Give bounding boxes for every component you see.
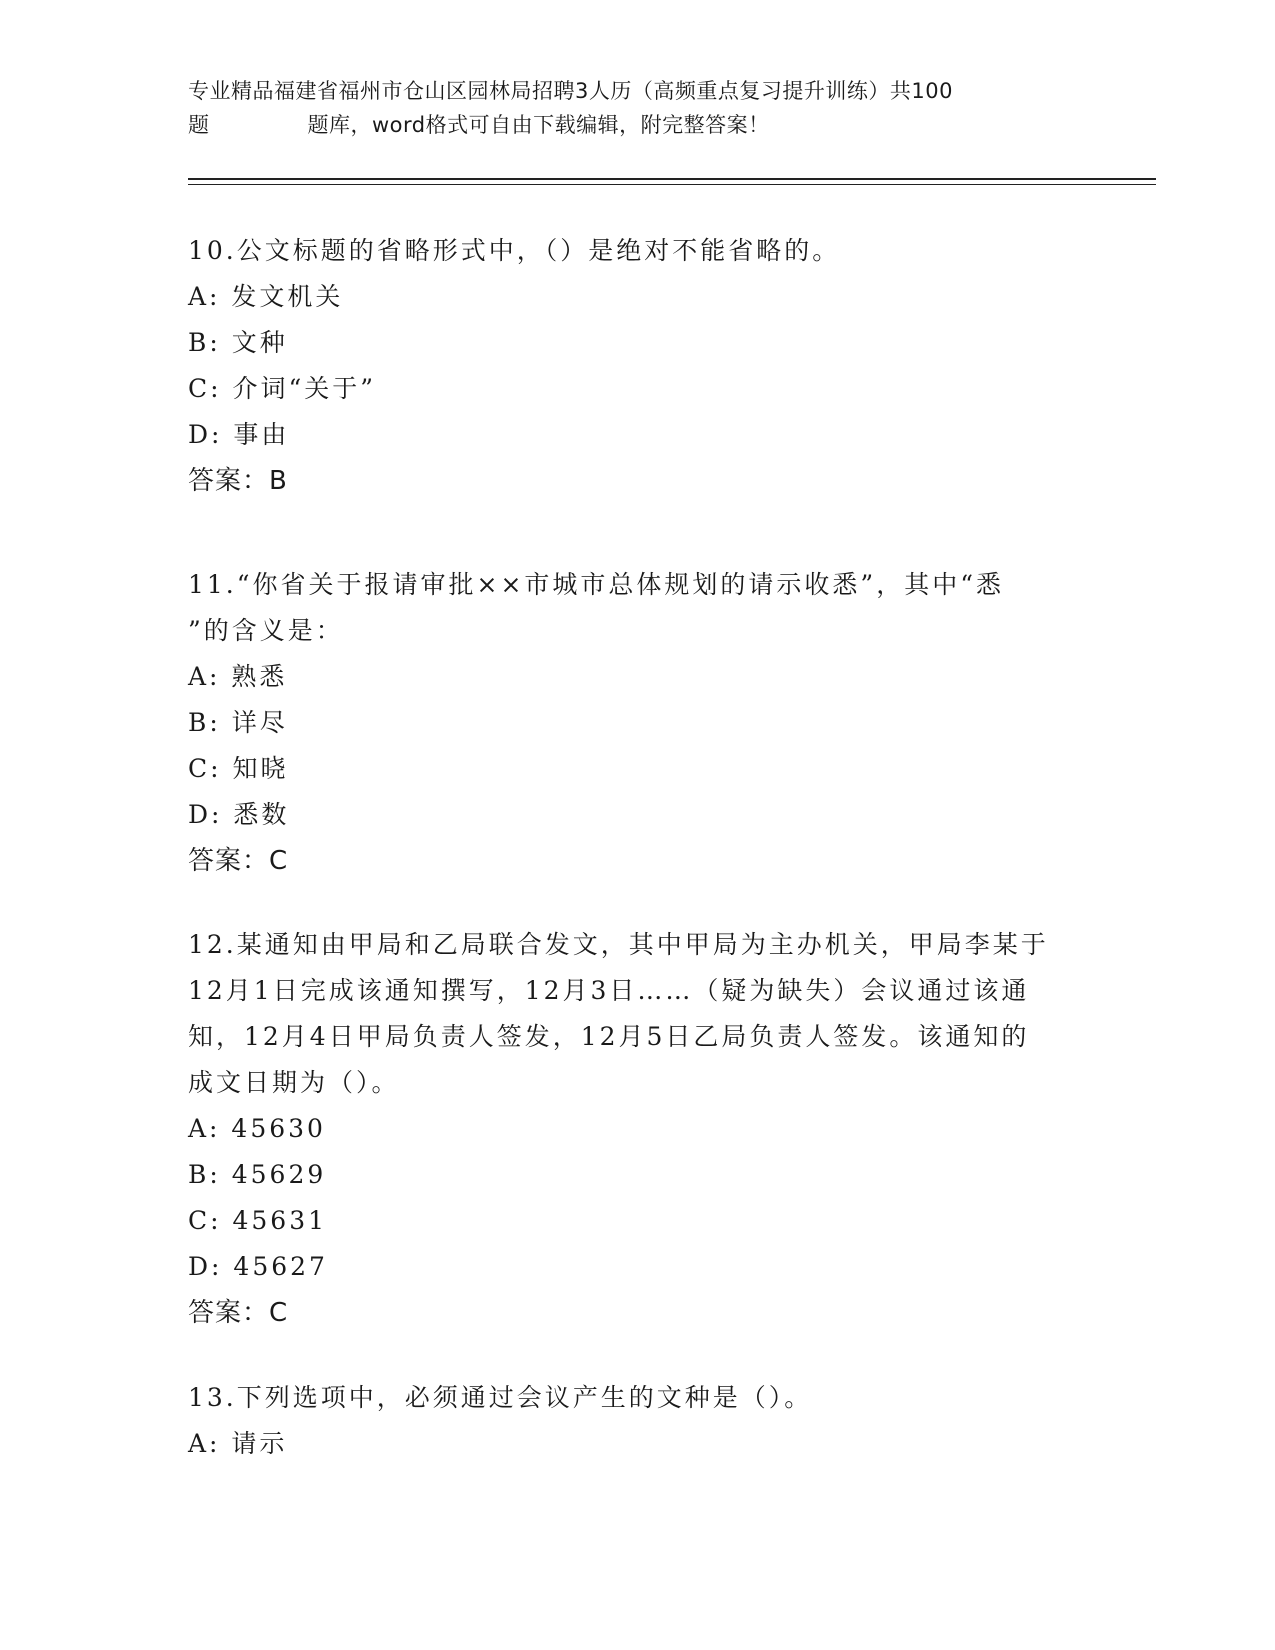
option-a: A: 请示: [188, 1429, 288, 1458]
question-stem-cont: 知，12月4日甲局负责人签发，12月5日乙局负责人签发。该通知的: [188, 1022, 1030, 1051]
question-stem-cont: ”的含义是：: [188, 616, 344, 645]
option-b: B: 详尽: [188, 708, 288, 737]
question-stem: 12.某通知由甲局和乙局联合发文，其中甲局为主办机关，甲局李某于: [188, 930, 1049, 959]
question-stem-cont: 成文日期为（）。: [188, 1068, 400, 1097]
answer: 答案：C: [188, 1298, 289, 1328]
option-a: A: 45630: [188, 1114, 326, 1143]
option-c: C: 知晓: [188, 754, 289, 783]
option-b: B: 45629: [188, 1160, 327, 1189]
header-title-line2: [188, 108, 1088, 142]
header-divider: [188, 178, 1156, 180]
question-13: [188, 1375, 1088, 1467]
question-11: [188, 562, 1088, 884]
option-c: C: 45631: [188, 1206, 328, 1235]
option-c: C: 介词“关于”: [188, 374, 377, 403]
option-a: A: 熟悉: [188, 662, 288, 691]
header-line2-rest: 题库，word格式可自由下载编辑，附完整答案！: [307, 113, 770, 137]
header-title-line1: 专业精品福建省福州市仓山区园林局招聘3人历（高频重点复习提升训练）共100: [188, 79, 953, 103]
question-stem-cont: 12月1日完成该通知撰写，12月3日……（疑为缺失）会议通过该通: [188, 976, 1030, 1005]
answer: 答案：B: [188, 466, 288, 496]
option-d: D: 悉数: [188, 800, 290, 829]
question-stem: 10.公文标题的省略形式中，（）是绝对不能省略的。: [188, 236, 841, 265]
answer: 答案：C: [188, 846, 289, 876]
question-stem: 11.“你省关于报请审批××市城市总体规划的请示收悉”，其中“悉: [188, 570, 1004, 599]
question-10: [188, 228, 1088, 504]
header-line2-start: 题: [188, 113, 210, 137]
question-stem: 13.下列选项中，必须通过会议产生的文种是（）。: [188, 1383, 813, 1412]
option-d: D: 45627: [188, 1252, 328, 1281]
option-b: B: 文种: [188, 328, 288, 357]
header-divider-thin: [188, 184, 1156, 185]
option-d: D: 事由: [188, 420, 290, 449]
question-12: [188, 922, 1088, 1336]
document-header: [188, 74, 1088, 142]
option-a: A: 发文机关: [188, 282, 344, 311]
